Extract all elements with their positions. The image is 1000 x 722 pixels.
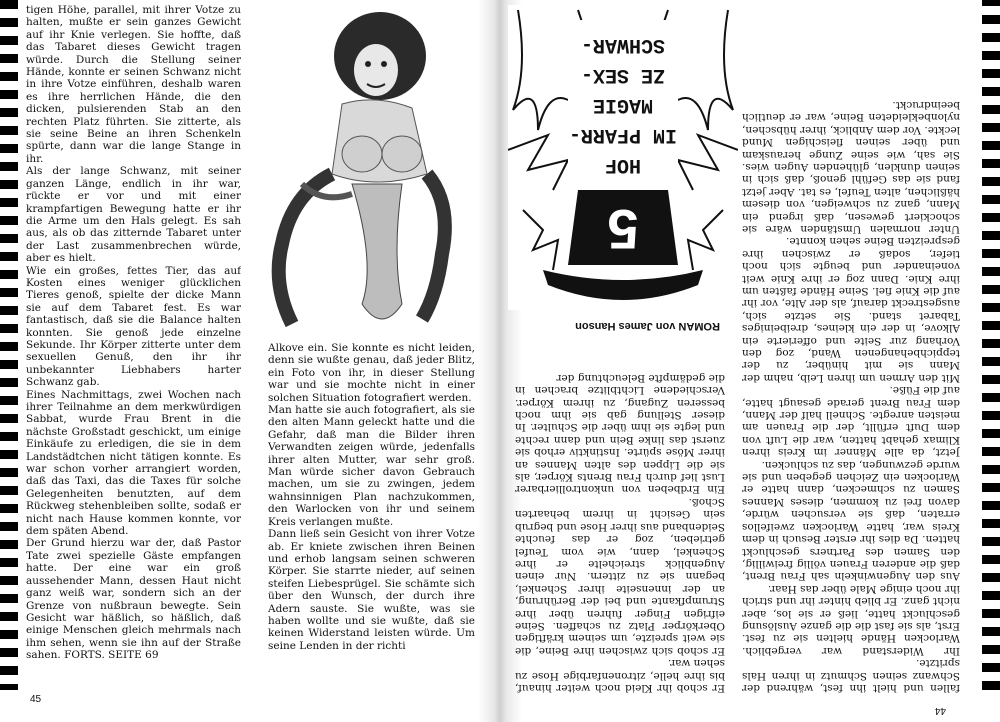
left-page bbox=[0, 0, 498, 722]
title-line-2: IM PFARR- bbox=[568, 123, 678, 146]
pinup-illustration bbox=[262, 4, 470, 339]
byline: ROMAN von James Hanson bbox=[575, 320, 720, 332]
title-line-5: SCHWAR- bbox=[580, 33, 666, 56]
right-page-number: 44 bbox=[934, 705, 946, 716]
title-line-1: HOF bbox=[604, 153, 642, 176]
right-page bbox=[498, 0, 1000, 722]
right-edge-stripes bbox=[982, 0, 1000, 690]
right-column-2: fallen und hielt ihn fest, während der Schwanz seinen Schmutz in ihren Hals spritzte. Ihr Widerstand war vergeblich. Warlocken Hände hielten sie zu fest. Erst, als sie fast die die ganze Auslösung geschluckt hatte, ließ er sie los, aber nicht ganz. Er blieb hinter ihr und strich ihr noch einige Male über das Haar. Aus den Augenwinkeln sah Frau Brent, daß die anderen Frauen völlig freiwillig, den Samen des Partners geschluckt hatten. Da dies ihr erster Besuch in dem Kreis war, hatte Warlocken zweifellos erraten, daß sie versuchen würde, davon frei zu kommen, dieses Mannes Samen zu schmecken, dann hatte er Warlocken ein Zeichen gegeben und sie wurde gezwungen, das zu schlucken. Jetzt, da alle Männer im Kreis ihren Klimax gehabt hatten, war die Luft von dem Duft erfüllt, der die Frauen am meisten anregte. Schnell half der Mann, dem Frau Brent gerade gesaugt hatte, auf die Füße. Mit den Armen um ihren Leib, nahm der Mann sie mit hinüber, zu der teppichbehangenen Wand, zog den Vorhang zur Seite und offerierte ein Alkove, in der ein kleines, dreibeiniges Tabaret stand. Sie setzte sich, ausgestreckt darauf, als der Alte, vor ihr auf die Knie fiel. Seine Hände faßten um ihre Knie. Dann zog er ihre Knie weit voneinander und beugte sich noch tiefer, sodaß er zwischen ihre gespreizten Beine sehen konnte. Unter normalen Umständen wäre sie schockiert gewesen, daß irgend ein Mann, ganz zu schweigen, von diesem häßlichen, alten Teufel, es tat. Aber jetzt fand sie das Gefühl genoß, daß sich in seinen dunklen, glühenden Augen wies. Sie sah, wie seine Zunge herauskam und über seinen fleischigen Mund leckte. Vor dem Anblick, ihrer hübschen, nylonbekleideten Beine, war er deutlich beeindruckt. bbox=[742, 98, 960, 694]
left-column-2: Alkove ein. Sie konnte es nicht leiden, denn sie wußte genau, daß jeder Blitz, ein Foto von ihr, in dieser Stellung war und sie mochte nicht in einer solchen Situation fotografiert werden. Man hatte sie auch fotografiert, als sie den alten Mann geleckt hatte und die Gefahr, daß man die Bilder ihren Verwandten zeigen würde, jedenfalls ihrer alten Mutter, war sehr groß. Man würde sicher davon Gebrauch machen, um sie zu zwingen, jedem wahnsinnigen Plan nachzukommen, den Warlocken von ihr und seinem Kreis verlangen mußte. Dann ließ sein Gesicht von ihrer Votze ab. Er kniete zwischen ihren Beinen und erhob langsam seinen schweren Körper. Sie starrte nieder, auf seinen steifen Liebesprügel. Sie schämte sich über den Wunsch, der durch ihre Adern sauste. Sie wußte, was sie haben wollte und sie wußte, daß sie keinen Widerstand leisten würde. Um seine Lenden in der richti bbox=[268, 342, 475, 652]
left-page-number: 45 bbox=[30, 694, 42, 705]
right-column-1: Er schob ihr Kleid noch weiter hinauf, bis ihre helle, zitronenfarbige Hose zu sehen war. Er schob sich zwischen ihre Beine, die sie weit spreizte, um seinem kräftigen Oberkörper Platz zu schaffen. Seine eifrigen Finger fuhren über ihre Strumpfkante und bei der Berührung, an der innenseite ihrer Schenkel, begann sie zu zittern. Nur einen Augenblick streichelte er ihre Schenkel, dann, wie vom Teufel getrieben, zog er das feuchte Seidenband aus ihrer Hose und begrub sein Gesicht in ihrem behaarten Schoß. Ein Erdbeben von unkontrollierbarer Lust lief durch Frau Brents Körper, als sie die Lippen des alten Mannes an ihrer Möse spürte. Instinktiv erhob sie zuerst das linke Bein und dann rechte und legte sie ihm über die Schulter. In dieser Stellung gab sie ihm noch besseren Zugang, zu ihrem Körper. Verschiedene Lichtblitze brachen in die gedämpfte Beleuchtung der bbox=[515, 371, 725, 694]
title-line-3: MAGIE bbox=[592, 93, 654, 116]
title-flame-graphic bbox=[508, 5, 738, 310]
left-edge-stripes bbox=[0, 0, 18, 690]
left-column-1: tigen Höhe, parallel, mit ihrer Votze zu halten, mußte er sein ganzes Gewicht auf ihr Knie verlegen. Sie hoffte, daß das Tabaret dieses Gewicht tragen würde. Durch die Stellung seiner Hände, konnte er seinen Schwanz nicht in ihre Votze einführen, deshalb waren es ihre herrlichen Hände, die den dicken, pulsierenden Stab an den rechten Platz führten. Sie zitterte, als sie seine Beine an ihren Schenkeln spürte, dann war die lange Stange in ihr. Als der lange Schwanz, mit seiner ganzen Länge, endlich in ihr war, rückte er vor und mit einer krampfartigen Bewegung hatte er ihr die Arme um den Hals gelegt. Es sah aus, als ob das zitternde Tabaret unter der Last zusammenbrechen würde, aber es hielt. Wie ein großes, fettes Tier, das auf Kosten eines weniger glücklichen Tieres genoß, spielte der dicke Mann sie auf dem Tabaret fest. Es war fantastisch, daß sie die Balance halten konnten. Sie genoß jede einzelne Sekunde. Ihr Körper zitterte unter dem sexuellen Genuß, den ihr ihr unbekannter Liebhabers harter Schwanz gab. Eines Nachmittags, zwei Wochen nach ihrer Teilnahme an dem merkwürdigen Sabbat, wurde Frau Brent in die nächste Großstadt geschickt, um einige Einkäufe zu erledigen, die sie in dem Landstädtchen nicht tätigen konnte. Es war schon vorher arrangiert worden, daß das Taxi, das die Taxes für solche Gelegenheiten benutzten, auf dem Rückweg stehenbleiben sollte, sodaß er nicht nach Hause kommen konnte, vor dem späten Abend. Der Grund hierzu war der, daß Pastor Tate zwei spezielle Gäste empfangen hatte. Der eine war ein groß aussehender Mann, dessen Haut nicht ganz weiß war, sondern sich an der Grenze von nußbraun bewegte. Sein Gesicht war häßlich, so häßlich, daß einige Menschen gleich mehrmals nach ihm sehen, wenn sie ihn auf der Straße sahen. FORTS. SEITE 69 bbox=[26, 4, 241, 662]
issue-number: 5 bbox=[607, 198, 639, 261]
title-line-4: ZE SEX- bbox=[580, 63, 666, 86]
